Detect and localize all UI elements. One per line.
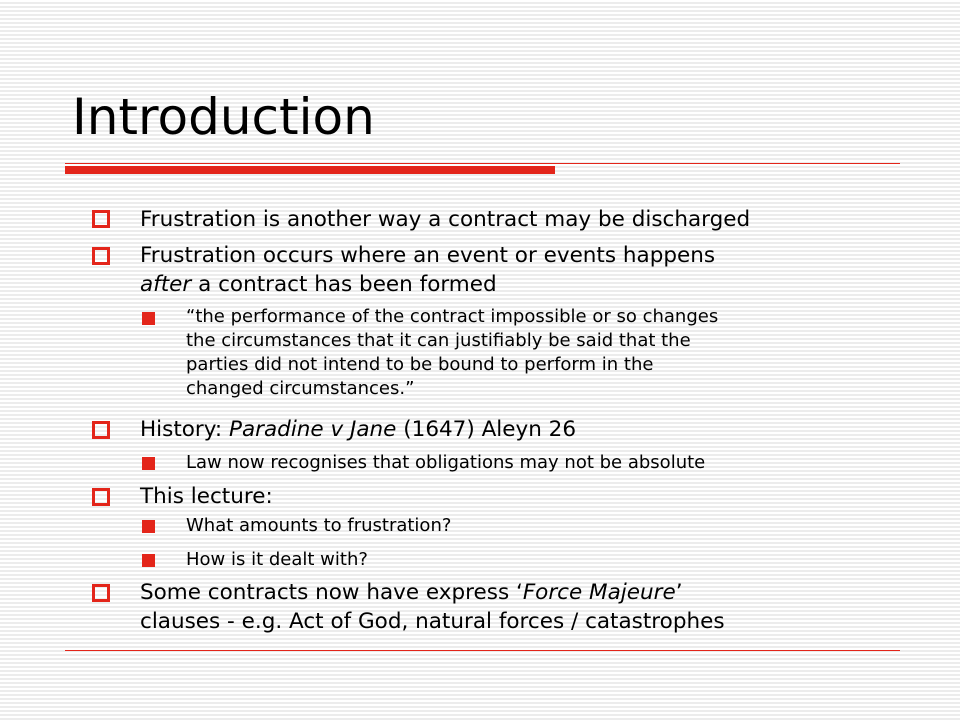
- fm-term: Force Majeure: [522, 580, 676, 605]
- bullet-text-line1: Frustration occurs where an event or events happens: [140, 243, 716, 268]
- filled-square-bullet-icon: [142, 554, 155, 567]
- sub-bullet-how: [186, 548, 368, 572]
- title-divider-thick: [65, 166, 555, 174]
- filled-square-bullet-icon: [142, 312, 155, 325]
- bullet-item-history: [140, 415, 576, 444]
- bullet-item-force-majeure: [140, 578, 725, 636]
- sub-bullet-quote: [186, 305, 718, 401]
- fm-prefix: Some contracts now have express ‘: [140, 580, 523, 605]
- bullet-text-line2: clauses - e.g. Act of God, natural forces / catastrophes: [140, 609, 725, 634]
- quote-line-2: the circumstances that it can justifiably be said that the: [186, 330, 691, 351]
- case-name: Paradine v Jane: [229, 417, 397, 442]
- bullet-item-2: [140, 241, 715, 299]
- bullet-text: Law now recognises that obligations may not be absolute: [186, 452, 706, 473]
- filled-square-bullet-icon: [142, 520, 155, 533]
- bullet-text-line2-rest: a contract has been formed: [191, 272, 497, 297]
- bullet-item-1: [140, 205, 750, 234]
- bullet-text-line1: [140, 578, 725, 607]
- hollow-square-bullet-icon: [92, 210, 110, 228]
- footer-divider: [65, 650, 900, 651]
- slide-title: Introduction: [72, 88, 375, 146]
- bullet-text: This lecture:: [140, 484, 273, 509]
- quote-line-3: parties did not intend to be bound to perform in the: [186, 354, 654, 375]
- emphasis-after: after: [140, 272, 192, 297]
- bullet-text: How is it dealt with?: [186, 549, 368, 570]
- sub-bullet-what: [186, 514, 451, 538]
- filled-square-bullet-icon: [142, 457, 155, 470]
- sub-bullet-law: [186, 451, 705, 475]
- bullet-text: What amounts to frustration?: [186, 515, 452, 536]
- quote-line-4: changed circumstances.”: [186, 378, 415, 399]
- bullet-text-line2: [140, 270, 715, 299]
- bullet-item-lecture: [140, 482, 273, 511]
- bullet-text: [140, 415, 576, 444]
- bullet-text: Frustration is another way a contract may be discharged: [140, 207, 751, 232]
- quote-line-1: “the performance of the contract impossible or so changes: [186, 306, 719, 327]
- history-prefix: History:: [140, 417, 230, 442]
- hollow-square-bullet-icon: [92, 488, 110, 506]
- title-divider-thin: [65, 163, 900, 164]
- hollow-square-bullet-icon: [92, 421, 110, 439]
- fm-suffix: ’: [675, 580, 683, 605]
- hollow-square-bullet-icon: [92, 247, 110, 265]
- hollow-square-bullet-icon: [92, 584, 110, 602]
- case-citation: (1647) Aleyn 26: [396, 417, 577, 442]
